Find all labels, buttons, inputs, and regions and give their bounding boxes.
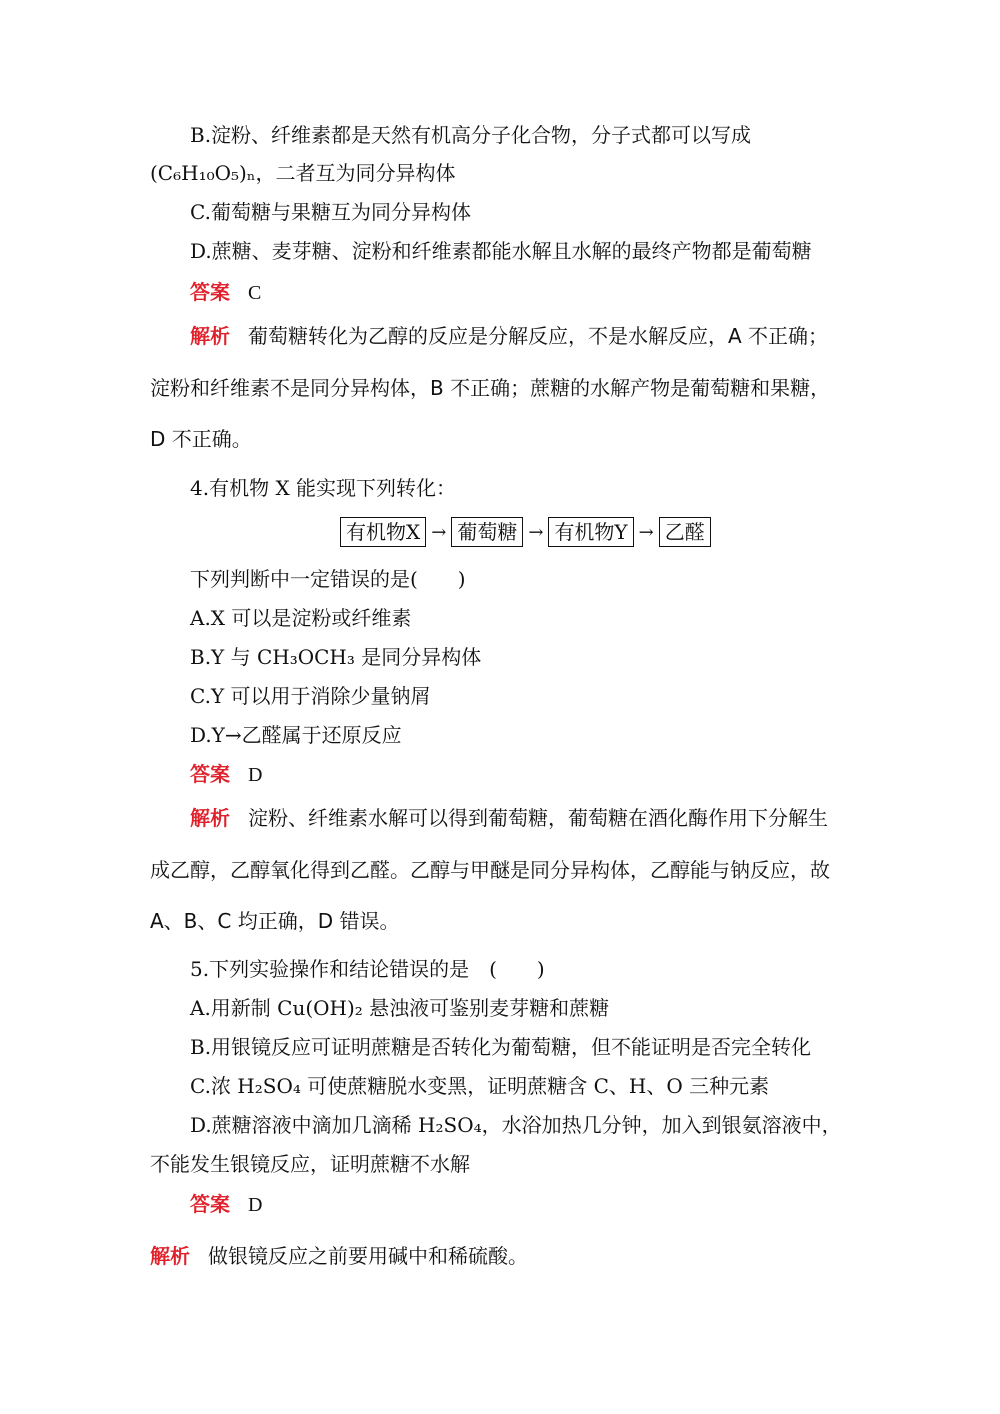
answer-label: 答案 (190, 280, 230, 304)
q4-answer (190, 760, 262, 789)
arrow-right-icon: → (638, 521, 654, 543)
q4-option-c: C.Y 可以用于消除少量钠屑 (190, 684, 431, 708)
q3-answer (190, 278, 261, 307)
flow-box-x: 有机物X (340, 517, 426, 547)
arrow-right-icon: → (528, 521, 544, 543)
analysis-text: 淀粉、纤维素水解可以得到葡萄糖，葡萄糖在酒化酶作用下分解生 (248, 806, 828, 830)
q5-option-d-line2: 不能发生银镜反应，证明蔗糖不水解 (150, 1152, 470, 1176)
q3-analysis-line2: 淀粉和纤维素不是同分异构体，B 不正确；蔗糖的水解产物是葡萄糖和果糖， (150, 376, 831, 400)
answer-value: C (248, 282, 262, 304)
q4-analysis-line3: A、B、C 均正确，D 错误。 (150, 909, 400, 933)
q4-option-b: B.Y 与 CH₃OCH₃ 是同分异构体 (190, 645, 482, 669)
q5-option-c: C.浓 H₂SO₄ 可使蔗糖脱水变黑，证明蔗糖含 C、H、O 三种元素 (190, 1074, 770, 1098)
analysis-label: 解析 (190, 806, 230, 830)
q3-analysis-line1 (190, 322, 828, 350)
analysis-label: 解析 (150, 1244, 190, 1268)
answer-label: 答案 (190, 762, 230, 786)
q4-question: 下列判断中一定错误的是( ) (190, 567, 466, 591)
q3-option-b-line2: (C₆H₁₀O₅)ₙ，二者互为同分异构体 (150, 161, 456, 185)
analysis-label: 解析 (190, 324, 230, 348)
q4-conversion-flow (340, 517, 711, 547)
analysis-text: 做银镜反应之前要用碱中和稀硫酸。 (208, 1244, 528, 1268)
q3-option-b-line1: B.淀粉、纤维素都是天然有机高分子化合物，分子式都可以写成 (190, 123, 752, 147)
q5-option-d-line1: D.蔗糖溶液中滴加几滴稀 H₂SO₄，水浴加热几分钟，加入到银氨溶液中， (190, 1113, 842, 1137)
arrow-right-icon: → (431, 521, 447, 543)
answer-label: 答案 (190, 1192, 230, 1216)
flow-box-y: 有机物Y (548, 517, 633, 547)
q3-option-c: C.葡萄糖与果糖互为同分异构体 (190, 200, 471, 224)
q3-option-d: D.蔗糖、麦芽糖、淀粉和纤维素都能水解且水解的最终产物都是葡萄糖 (190, 239, 812, 263)
q4-stem: 4.有机物 X 能实现下列转化： (190, 476, 457, 500)
q3-analysis-line3: D 不正确。 (150, 427, 252, 451)
flow-box-glucose: 葡萄糖 (451, 517, 523, 547)
answer-value: D (248, 764, 263, 786)
q5-stem: 5.下列实验操作和结论错误的是 ( ) (190, 957, 545, 981)
q5-analysis-line1 (150, 1242, 528, 1270)
q4-analysis-line2: 成乙醇，乙醇氧化得到乙醛。乙醇与甲醚是同分异构体，乙醇能与钠反应，故 (150, 858, 830, 882)
q5-answer (190, 1190, 262, 1219)
q4-option-d: D.Y→乙醛属于还原反应 (190, 723, 402, 747)
analysis-text: 葡萄糖转化为乙醇的反应是分解反应，不是水解反应，A 不正确； (248, 324, 829, 348)
flow-box-acetaldehyde: 乙醛 (659, 517, 711, 547)
q5-option-a: A.用新制 Cu(OH)₂ 悬浊液可鉴别麦芽糖和蔗糖 (190, 996, 610, 1020)
q5-option-b: B.用银镜反应可证明蔗糖是否转化为葡萄糖，但不能证明是否完全转化 (190, 1035, 812, 1059)
q4-analysis-line1 (190, 804, 828, 832)
q4-option-a: A.X 可以是淀粉或纤维素 (190, 606, 412, 630)
answer-value: D (248, 1194, 263, 1216)
